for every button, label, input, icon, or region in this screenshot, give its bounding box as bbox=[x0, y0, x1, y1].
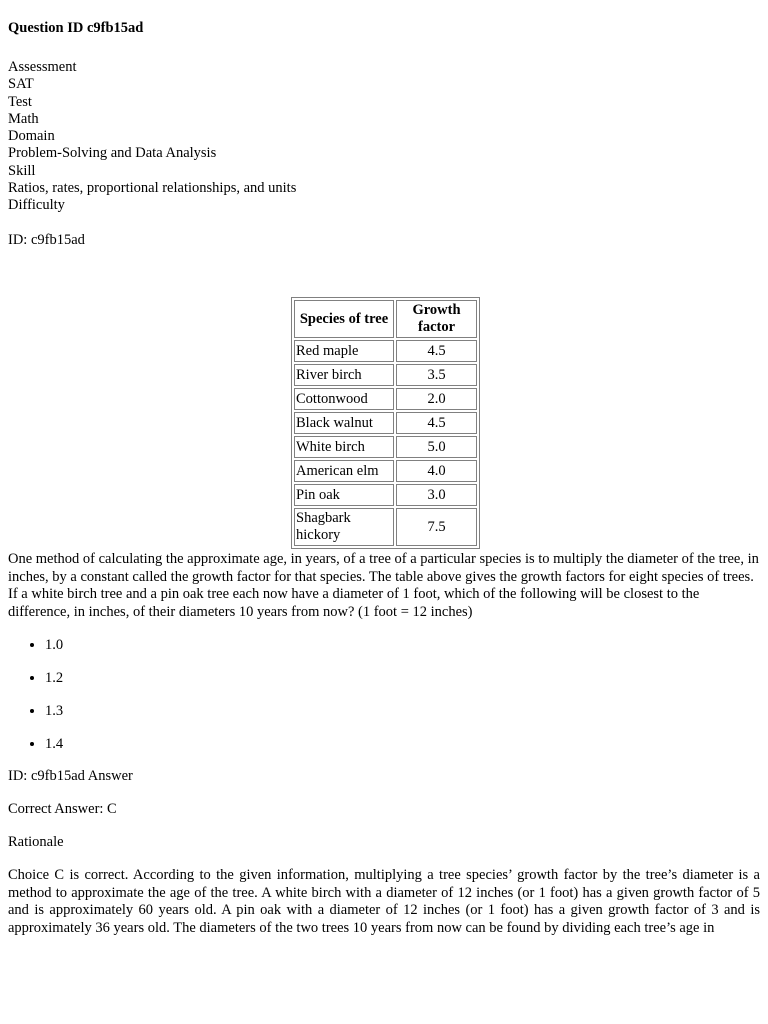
column-header-growth-factor: Growth factor bbox=[396, 300, 477, 338]
species-cell: River birch bbox=[294, 364, 394, 386]
answer-id-line: ID: c9fb15ad Answer bbox=[8, 768, 133, 784]
table-row bbox=[294, 484, 477, 506]
growth-factor-cell: 7.5 bbox=[396, 508, 477, 546]
table-row bbox=[294, 340, 477, 362]
meta-domain-value: Problem-Solving and Data Analysis bbox=[8, 145, 217, 162]
species-cell: Pin oak bbox=[294, 484, 394, 506]
question-title: Question ID c9fb15ad bbox=[8, 20, 144, 36]
table-row bbox=[294, 412, 477, 434]
question-text: One method of calculating the approximate age, in years, of a tree of a particular species is to multiply the diameter of the tree, in inches, by a constant called the growth factor for that species. The table above gives the growth factors for eight species of trees. If a white birch tree and a pin oak tree each now have a diameter of 1 foot, which of the following will be closest to the difference, in inches, of their diameters 10 years from now? (1 foot = 12 inches) bbox=[8, 551, 759, 620]
choice-d: • 1.4 bbox=[45, 736, 63, 769]
growth-factor-cell: 2.0 bbox=[396, 388, 477, 410]
species-cell: Black walnut bbox=[294, 412, 394, 434]
growth-factor-table bbox=[291, 297, 480, 549]
rationale-text: Choice C is correct. According to the given information, multiplying a tree species’ growth factor by the tree’s diameter is a method to approximate the age of the tree. A white birch with a diameter of 12 inches (or 1 foot) has a given growth factor of 5 and is approximately 60 years old. A pin oak with a diameter of 12 inches (or 1 foot) has a given growth factor of 3 and is approximately 36 years old. The diameters of the two trees 10 years from now can be found by dividing each tree’s age in bbox=[8, 867, 760, 936]
growth-factor-cell: 5.0 bbox=[396, 436, 477, 458]
meta-test-label: Test bbox=[8, 93, 32, 110]
meta-assessment-label: Assessment bbox=[8, 59, 77, 75]
correct-answer: Correct Answer: C bbox=[8, 801, 117, 817]
table-row bbox=[294, 460, 477, 482]
table-row bbox=[294, 364, 477, 386]
choice-c: • 1.3 bbox=[45, 703, 63, 736]
meta-test-value: Math bbox=[8, 110, 39, 127]
growth-factor-cell: 4.5 bbox=[396, 412, 477, 434]
choice-a: • 1.0 bbox=[45, 637, 63, 670]
meta-assessment-value: SAT bbox=[8, 76, 34, 93]
species-cell: White birch bbox=[294, 436, 394, 458]
growth-factor-cell: 4.5 bbox=[396, 340, 477, 362]
species-cell: Cottonwood bbox=[294, 388, 394, 410]
table-row bbox=[294, 388, 477, 410]
species-cell: American elm bbox=[294, 460, 394, 482]
choice-b: • 1.2 bbox=[45, 670, 63, 703]
table-row bbox=[294, 436, 477, 458]
meta-skill-label: Skill bbox=[8, 162, 36, 179]
answer-choices bbox=[8, 637, 63, 769]
growth-factor-cell: 3.5 bbox=[396, 364, 477, 386]
table-header-row bbox=[294, 300, 477, 338]
column-header-species: Species of tree bbox=[294, 300, 394, 338]
meta-domain-label: Domain bbox=[8, 128, 55, 145]
rationale-heading: Rationale bbox=[8, 834, 64, 850]
species-cell: Red maple bbox=[294, 340, 394, 362]
metadata-list bbox=[8, 59, 296, 215]
meta-difficulty-label: Difficulty bbox=[8, 197, 65, 214]
species-cell: Shagbark hickory bbox=[294, 508, 394, 546]
table-row bbox=[294, 508, 477, 546]
question-id: ID: c9fb15ad bbox=[8, 232, 85, 248]
meta-skill-value: Ratios, rates, proportional relationships, and units bbox=[8, 180, 297, 197]
growth-factor-cell: 3.0 bbox=[396, 484, 477, 506]
growth-factor-cell: 4.0 bbox=[396, 460, 477, 482]
